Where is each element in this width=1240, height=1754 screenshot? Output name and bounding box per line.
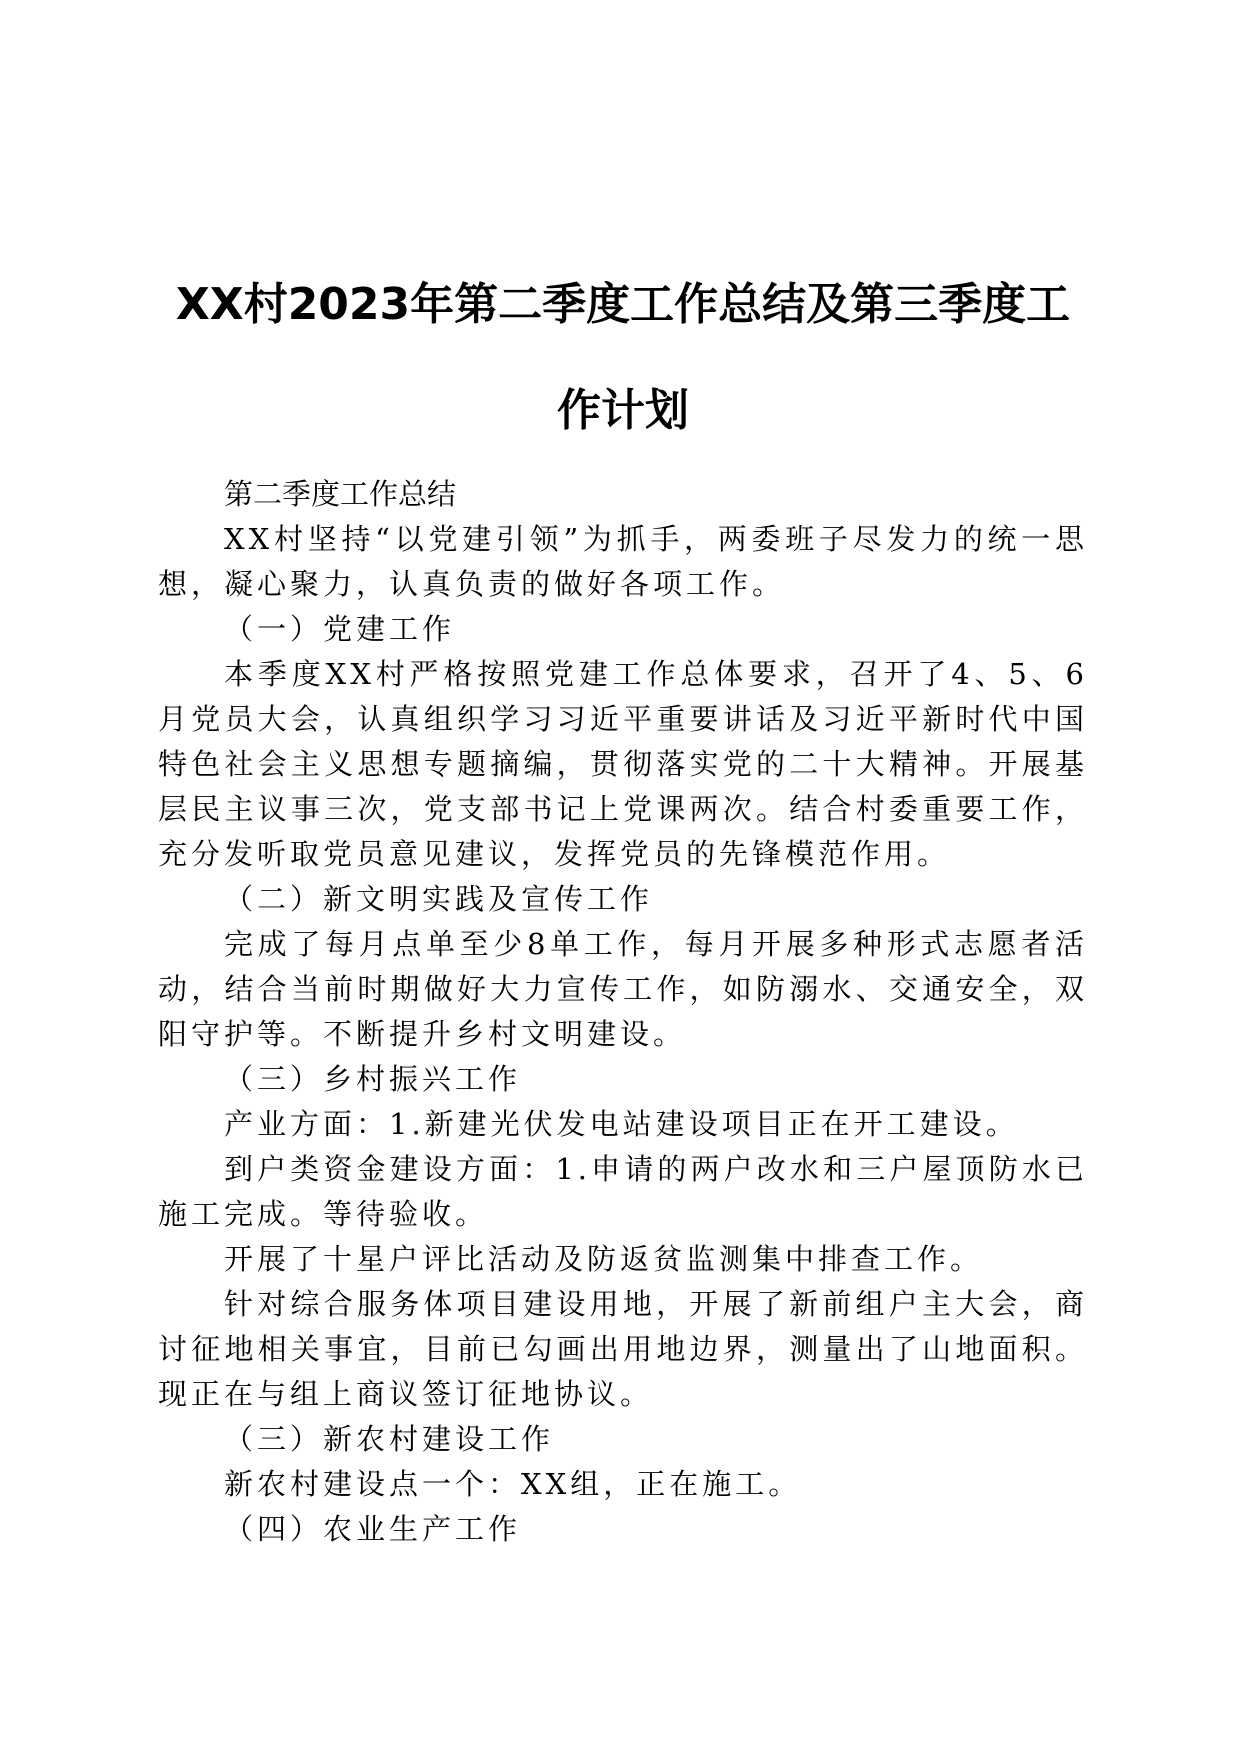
paragraph: 针对综合服务体项目建设用地，开展了新前组户主大会，商讨征地相关事宜，目前已勾画出用地边界，测量出了山地面积。现正在与组上商议签订征地协议。 <box>158 1287 1088 1411</box>
paragraph: 完成了每月点单至少8单工作，每月开展多种形式志愿者活动，结合当前时期做好大力宣传工作，如防溺水、交通安全，双阳守护等。不断提升乡村文明建设。 <box>158 927 1088 1051</box>
subsection-heading: （三）乡村振兴工作 <box>224 1062 522 1096</box>
paragraph: 产业方面：1.新建光伏发电站建设项目正在开工建设。 <box>224 1107 1019 1141</box>
subsection-heading: （四）农业生产工作 <box>224 1512 522 1546</box>
section-heading: 第二季度工作总结 <box>224 477 457 511</box>
title-line-2: 作计划 <box>557 385 689 436</box>
subsection-heading: （三）新农村建设工作 <box>224 1422 555 1456</box>
document-body <box>158 472 1088 1552</box>
paragraph: 开展了十星户评比活动及防返贫监测集中排查工作。 <box>224 1242 984 1276</box>
paragraph: 到户类资金建设方面：1.申请的两户改水和三户屋顶防水已施工完成。等待验收。 <box>158 1152 1088 1231</box>
paragraph: 本季度XX村严格按照党建工作总体要求，召开了4、5、6月党员大会，认真组织学习习近平重要讲话及习近平新时代中国特色社会主义思想专题摘编，贯彻落实党的二十大精神。开展基层民主议事三次，党支部书记上党课两次。结合村委重要工作，充分发听取党员意见建议，发挥党员的先锋模范作用。 <box>158 657 1088 871</box>
paragraph: 新农村建设点一个：XX组，正在施工。 <box>224 1467 802 1501</box>
subsection-heading: （二）新文明实践及宣传工作 <box>224 882 654 916</box>
title-line-1: XX村2023年第二季度工作总结及第三季度工 <box>175 279 1071 330</box>
document-title <box>158 252 1088 464</box>
document-page <box>158 0 1088 1754</box>
subsection-heading: （一）党建工作 <box>224 612 456 646</box>
paragraph: XX村坚持“以党建引领”为抓手，两委班子尽发力的统一思想，凝心聚力，认真负责的做好各项工作。 <box>158 522 1088 601</box>
